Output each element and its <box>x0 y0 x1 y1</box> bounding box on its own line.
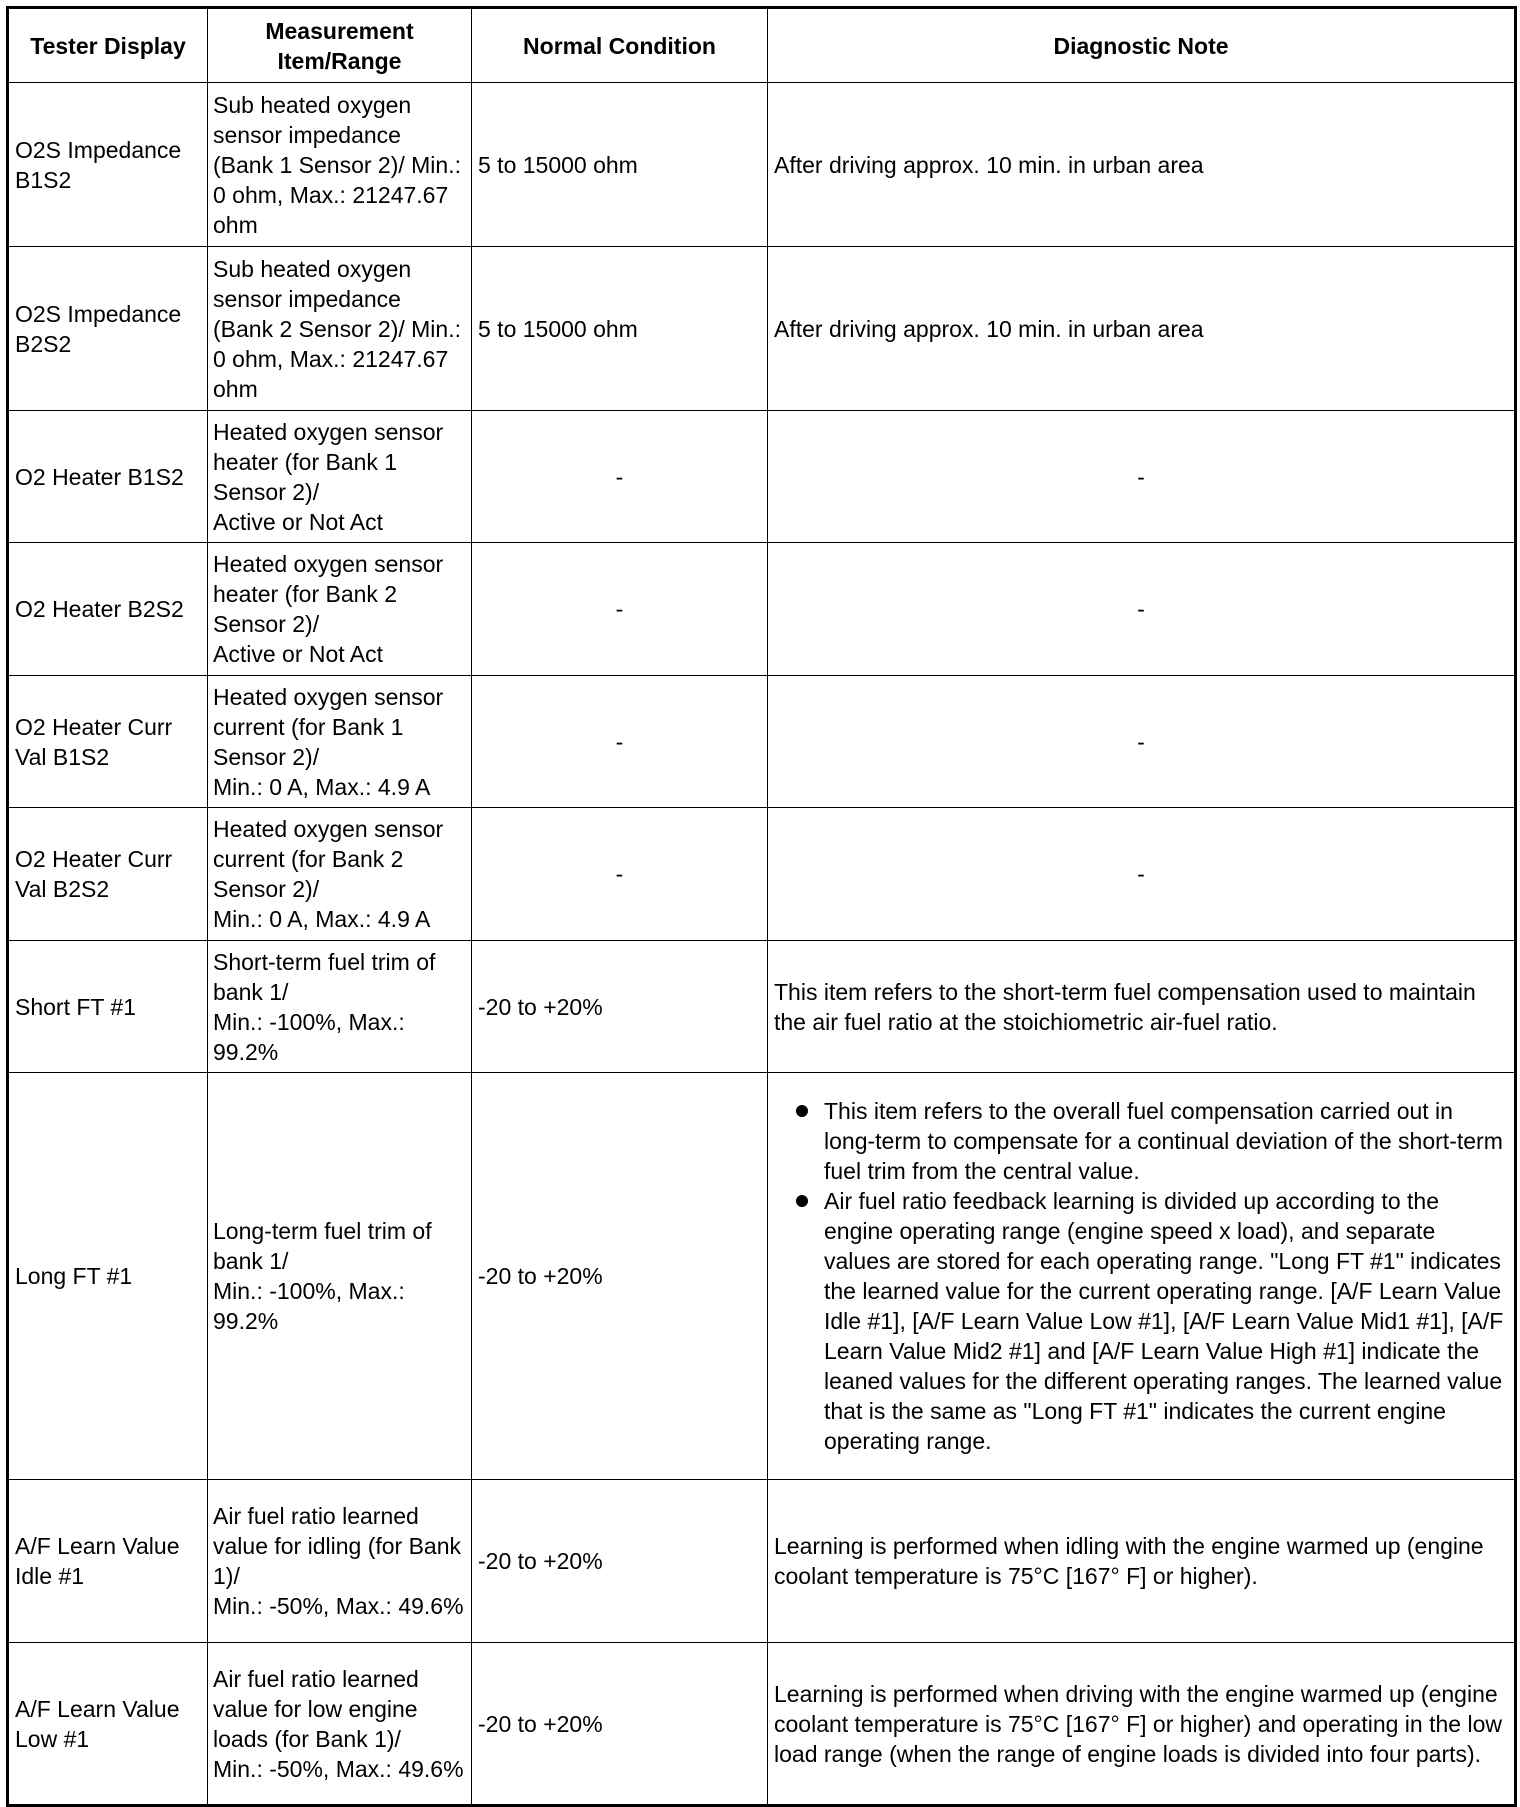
bullet-icon <box>796 1195 808 1207</box>
measurement-line: Heated oxygen sensor heater (for Bank 1 Sensor 2)/ <box>213 418 444 505</box>
diagnostic-note-cell: - <box>768 411 1516 543</box>
diagnostic-note-cell: Learning is performed when driving with the engine warmed up (engine coolant temperature is 75°C [167° F] or higher) and operating in the low load range (when the range of engine loads is divided into four parts). <box>768 1643 1516 1806</box>
normal-condition-cell: - <box>472 676 768 808</box>
diagnostic-note-cell: - <box>768 676 1516 808</box>
note-bullet-item <box>824 1096 1508 1186</box>
note-bullet-item <box>824 1186 1508 1456</box>
measurement-cell: Sub heated oxygen sensor impedance (Bank 2 Sensor 2)/ Min.: 0 ohm, Max.: 21247.67 ohm <box>208 247 472 411</box>
diagnostic-note-cell: This item refers to the short-term fuel compensation used to maintain the air fuel ratio at the stoichiometric air-fuel ratio. <box>768 941 1516 1073</box>
header-tester-display: Tester Display <box>8 8 208 83</box>
measurement-line: Min.: -100%, Max.: 99.2% <box>213 1278 405 1334</box>
measurement-line: Heated oxygen sensor current (for Bank 1 Sensor 2)/ <box>213 683 444 770</box>
bullet-icon <box>796 1105 808 1117</box>
normal-condition-cell: - <box>472 808 768 941</box>
table-row <box>8 543 1516 676</box>
measurement-line: Short-term fuel trim of bank 1/ <box>213 948 436 1005</box>
tester-display-cell: Short FT #1 <box>8 941 208 1073</box>
measurement-line: Min.: 0 A, Max.: 4.9 A <box>213 773 431 800</box>
measurement-line: Heated oxygen sensor heater (for Bank 2 Sensor 2)/ <box>213 551 444 637</box>
table-row <box>8 247 1516 411</box>
normal-condition-cell: -20 to +20% <box>472 1073 768 1480</box>
table-row <box>8 1643 1516 1806</box>
table-row <box>8 83 1516 247</box>
table-row <box>8 676 1516 808</box>
table-row <box>8 411 1516 543</box>
normal-condition-cell: -20 to +20% <box>472 941 768 1073</box>
diagnostic-note-cell: - <box>768 808 1516 941</box>
measurement-line: Heated oxygen sensor current (for Bank 2 Sensor 2)/ <box>213 816 444 902</box>
tester-display-cell: A/F Learn Value Low #1 <box>8 1643 208 1806</box>
measurement-cell <box>208 1480 472 1643</box>
measurement-cell <box>208 543 472 676</box>
diagnostic-note-cell: After driving approx. 10 min. in urban area <box>768 247 1516 411</box>
table-row <box>8 1073 1516 1480</box>
measurement-line: Active or Not Act <box>213 508 384 535</box>
measurement-cell <box>208 1073 472 1480</box>
table-row <box>8 941 1516 1073</box>
measurement-line: Min.: 0 A, Max.: 4.9 A <box>213 906 431 932</box>
measurement-line: Air fuel ratio learned value for idling (for Bank 1)/ <box>213 1503 462 1589</box>
tester-display-cell: O2S Impedance B1S2 <box>8 83 208 247</box>
tester-display-cell: A/F Learn Value Idle #1 <box>8 1480 208 1643</box>
tester-display-cell: Long FT #1 <box>8 1073 208 1480</box>
diagnostic-note-cell: Learning is performed when idling with the engine warmed up (engine coolant temperature is 75°C [167° F] or higher). <box>768 1480 1516 1643</box>
measurement-cell: Sub heated oxygen sensor impedance (Bank 1 Sensor 2)/ Min.: 0 ohm, Max.: 21247.67 ohm <box>208 83 472 247</box>
spec-table <box>6 6 1517 1807</box>
measurement-cell <box>208 941 472 1073</box>
tester-display-cell: O2 Heater B1S2 <box>8 411 208 543</box>
measurement-line: Air fuel ratio learned value for low engine loads (for Bank 1)/ <box>213 1665 419 1752</box>
normal-condition-cell: -20 to +20% <box>472 1480 768 1643</box>
table-header-row <box>8 8 1516 83</box>
header-diagnostic-note: Diagnostic Note <box>768 8 1516 83</box>
tester-display-cell: O2 Heater Curr Val B2S2 <box>8 808 208 941</box>
measurement-line: Active or Not Act <box>213 641 384 667</box>
note-bullet-text: This item refers to the overall fuel compensation carried out in long-term to compensate for a continual deviation of the short-term fuel trim from the central value. <box>824 1098 1503 1184</box>
normal-condition-cell: - <box>472 411 768 543</box>
normal-condition-cell: 5 to 15000 ohm <box>472 247 768 411</box>
measurement-line: Min.: -50%, Max.: 49.6% <box>213 1755 464 1782</box>
tester-display-cell: O2S Impedance B2S2 <box>8 247 208 411</box>
normal-condition-cell: - <box>472 543 768 676</box>
measurement-cell <box>208 808 472 941</box>
diagnostic-note-cell: After driving approx. 10 min. in urban area <box>768 83 1516 247</box>
measurement-cell <box>208 1643 472 1806</box>
header-normal-condition: Normal Condition <box>472 8 768 83</box>
measurement-cell <box>208 676 472 808</box>
diagnostic-note-cell <box>768 1073 1516 1480</box>
table-row <box>8 808 1516 941</box>
normal-condition-cell: 5 to 15000 ohm <box>472 83 768 247</box>
normal-condition-cell: -20 to +20% <box>472 1643 768 1806</box>
diagnostic-note-cell: - <box>768 543 1516 676</box>
measurement-line: Min.: -50%, Max.: 49.6% <box>213 1593 464 1619</box>
measurement-line: Long-term fuel trim of bank 1/ <box>213 1218 432 1274</box>
table-row <box>8 1480 1516 1643</box>
note-bullet-list <box>774 1096 1508 1456</box>
header-measurement: Measurement Item/Range <box>208 8 472 83</box>
note-bullet-text: Air fuel ratio feedback learning is divided up according to the engine operating range (engine speed x load), and separate values are stored for each operating range. "Long FT #1" indicates the learned value for the current operating range. [A/F Learn Value Idle #1], [A/F Learn Value Low #1], [A/F Learn Value Mid1 #1], [A/F Learn Value Mid2 #1] and [A/F Learn Value High #1] indicate the leaned values for the different operating ranges. The learned value that is the same as "Long FT #1" indicates the current engine operating range. <box>824 1188 1504 1454</box>
measurement-cell <box>208 411 472 543</box>
measurement-line: Min.: -100%, Max.: 99.2% <box>213 1008 405 1065</box>
tester-display-cell: O2 Heater B2S2 <box>8 543 208 676</box>
tester-display-cell: O2 Heater Curr Val B1S2 <box>8 676 208 808</box>
